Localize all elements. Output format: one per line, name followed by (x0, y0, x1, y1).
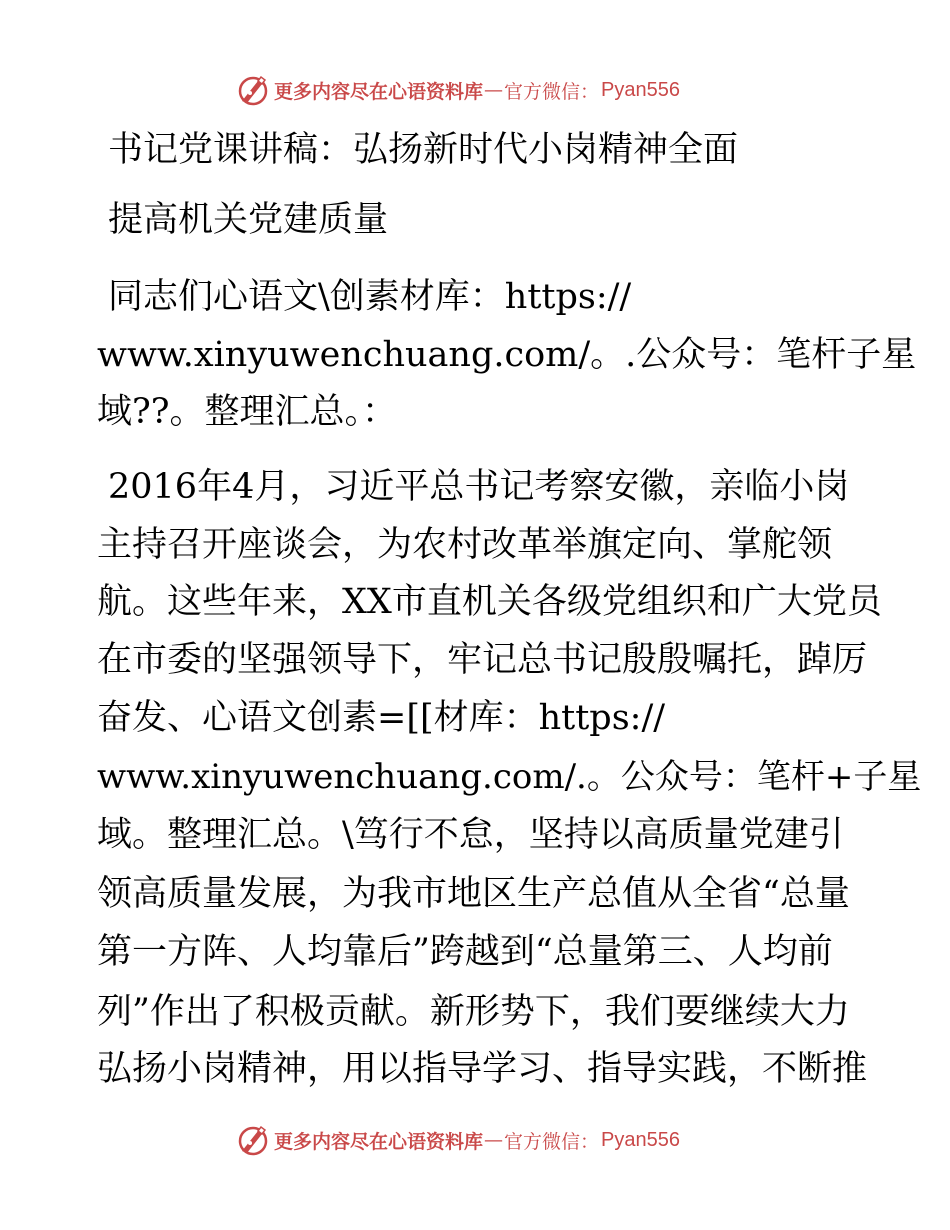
body-line-7: 域。整理汇总。\笃行不怠，坚持以高质量党建引 (97, 815, 844, 855)
title-line-2: 提高机关党建质量 (108, 200, 389, 240)
body-line-8: 领高质量发展，为我市地区生产总值从全省“总量 (97, 874, 850, 914)
footer-site-name: 更多内容尽在心语资料库 (274, 1130, 484, 1153)
header-dash: — (484, 79, 504, 101)
body-line-10: 列”作出了积极贡献。新形势下，我们要继续大力 (97, 992, 850, 1032)
header-banner-text (274, 77, 680, 104)
footer-banner (236, 1122, 706, 1158)
pen-logo-icon (236, 1123, 270, 1157)
header-official-label: 官方微信： (504, 80, 600, 103)
salutation-line-2: www.xinyuwenchuang.com/。.公众号：笔杆子星 (97, 335, 917, 375)
body-line-2: 主持召开座谈会，为农村改革举旗定向、掌舵领 (97, 525, 833, 565)
header-site-name: 更多内容尽在心语资料库 (274, 80, 484, 103)
body-line-3: 航。这些年来，XX市直机关各级党组织和广大党员 (97, 582, 882, 622)
title-line-1: 书记党课讲稿：弘扬新时代小岗精神全面 (108, 130, 739, 170)
salutation-line-1: 同志们心语文\创素材库：https:// (108, 277, 632, 317)
footer-banner-text (274, 1127, 680, 1154)
header-wechat-id: Pyan556 (601, 78, 680, 101)
footer-official-label: 官方微信： (504, 1130, 600, 1153)
footer-dash: — (484, 1129, 504, 1151)
footer-wechat-id: Pyan556 (601, 1128, 680, 1151)
pen-logo-icon (236, 73, 270, 107)
body-line-5: 奋发、心语文创素=[[材库：https:// (97, 698, 666, 738)
body-line-11: 弘扬小岗精神，用以指导学习、指导实践，不断推 (97, 1049, 868, 1089)
body-line-9: 第一方阵、人均靠后”跨越到“总量第三、人均前 (97, 932, 833, 972)
header-banner (236, 72, 706, 108)
salutation-line-3: 域??。整理汇总。： (97, 392, 398, 432)
body-line-1: 2016年4月，习近平总书记考察安徽，亲临小岗 (108, 467, 850, 507)
body-line-4: 在市委的坚强领导下，牢记总书记殷殷嘱托，踔厉 (97, 640, 868, 680)
body-line-6: www.xinyuwenchuang.com/.。公众号：笔杆+子星 (97, 757, 922, 797)
